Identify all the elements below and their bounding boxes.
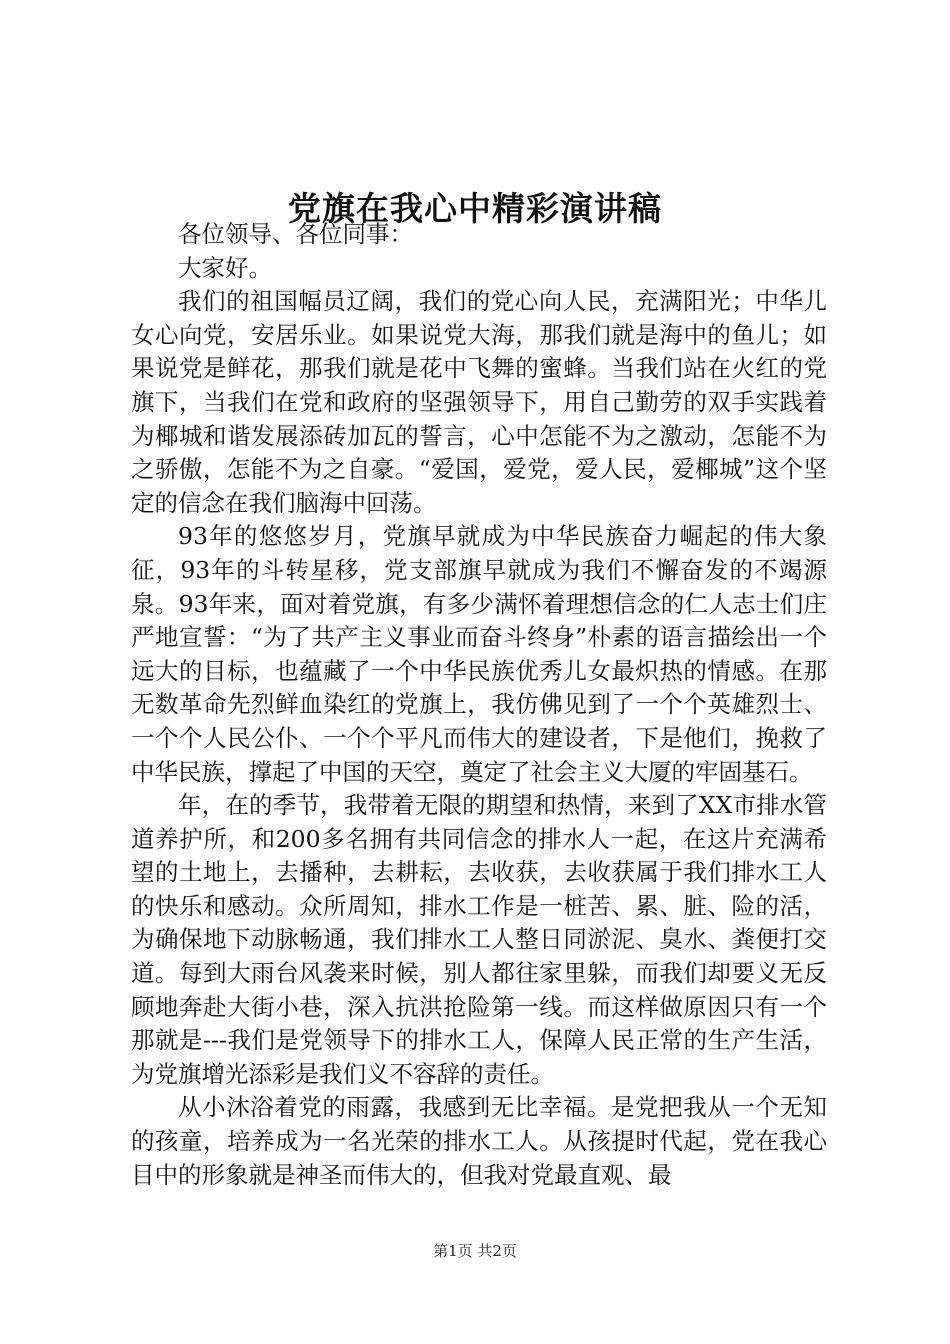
body-paragraph: 我们的祖国幅员辽阔，我们的党心向人民，充满阳光；中华儿女心向党，安居乐业。如果说党大海，那我们就是海中的鱼儿；如果说党是鲜花，那我们就是花中飞舞的蜜蜂。当我们站在火红的党旗下，当我们在党和政府的坚强领导下，用自己勤劳的双手实践着为椰城和谐发展添砖加瓦的誓言，心中怎能不为之激动，怎能不为之骄傲，怎能不为之自豪。“爱国，爱党，爱人民，爱椰城”这个坚定的信念在我们脑海中回荡。 bbox=[131, 287, 827, 517]
greeting: 大家好。 bbox=[178, 253, 272, 282]
page-title: 党旗在我心中精彩演讲稿 bbox=[288, 189, 662, 228]
salutation: 各位领导、各位同事： bbox=[178, 220, 413, 248]
body-paragraph: 从小沐浴着党的雨露，我感到无比幸福。是党把我从一个无知的孩童，培养成为一名光荣的排水工人。从孩提时代起，党在我心目中的形象就是神圣而伟大的，但我对党最直观、最 bbox=[131, 1093, 827, 1189]
document-body bbox=[131, 218, 827, 1192]
body-paragraph: 年，在的季节，我带着无限的期望和热情，来到了XX市排水管道养护所，和200多名拥有共同信念的排水人一起，在这片充满希望的土地上，去播种，去耕耘，去收获，去收获属于我们排水工人的快乐和感动。众所周知，排水工作是一桩苦、累、脏、险的活，为确保地下动脉畅通，我们排水工人整日同淤泥、臭水、粪便打交道。每到大雨台风袭来时候，别人都往家里躲，而我们却要义无反顾地奔赴大街小巷，深入抗洪抢险第一线。而这样做原因只有一个那就是---我们是党领导下的排水工人，保障人民正常的生产生活，为党旗增光添彩是我们义不容辞的责任。 bbox=[131, 791, 827, 1088]
body-paragraph: 93年的悠悠岁月，党旗早就成为中华民族奋力崛起的伟大象征，93年的斗转星移，党支部旗早就成为我们不懈奋发的不竭源泉。93年来，面对着党旗，有多少满怀着理想信念的仁人志士们庄严地宣誓：“为了共产主义事业而奋斗终身”朴素的语言描绘出一个远大的目标，也蕴藏了一个中华民族优秀儿女最炽热的情感。在那无数革命先烈鲜血染红的党旗上，我仿佛见到了一个个英雄烈士、一个个人民公仆、一个个平凡而伟大的建设者，下是他们，挽救了中华民族，撑起了中国的天空，奠定了社会主义大厦的牢固基石。 bbox=[131, 522, 827, 786]
page-footer: 第1页 共2页 bbox=[433, 1242, 517, 1260]
